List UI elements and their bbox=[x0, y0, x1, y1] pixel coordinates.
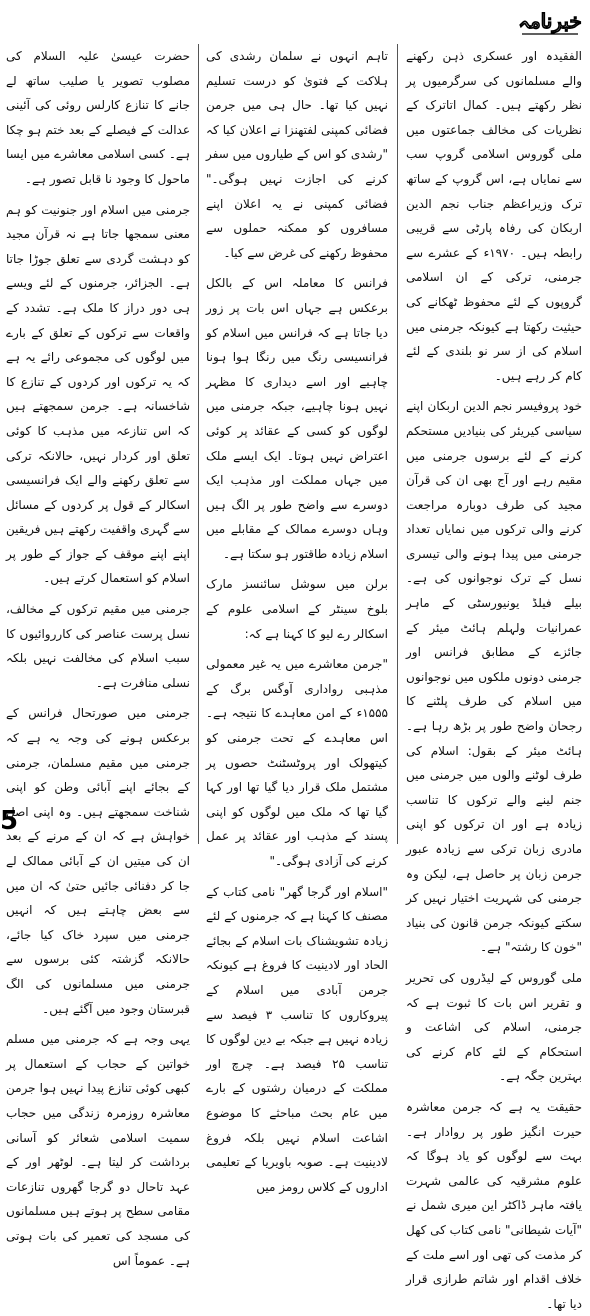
paragraph: حقیقت یہ ہے کہ جرمن معاشرہ حیرت انگیز طور پر روادار ہے۔ بہت سے لوگوں کو یاد ہوگا کہ علوم مشرقیہ کی عالمی شہرت یافتہ ماہر ڈاکٹر این میری شمل نے "آیات شیطانی" نامی کتاب کی کھل کر مذمت کی تھی اور اسے ملت کے خلاف اقدام اور شاتم طرازی قرار دیا تھا۔ bbox=[405, 1099, 582, 1311]
paragraph: الفقیدہ اور عسکری ذہن رکھنے والے مسلمانوں کی سرگرمیوں پر نظر رکھتے ہیں۔ کمال اتاترک کے نظریات کی مخالف جماعتوں میں ملی گوروس اسلامی گروپ سب سے نمایاں ہے، اس گروپ کے ساتھ ترک وزیراعظم جناب نجم الدین اربکان کی رفاہ پارٹی سے قریبی رابطہ ہیں۔ ۱۹۷۰ء کے عشرے سے جرمنی، ترکی کے ان اسلامی گروپوں کے لئے محفوظ ٹھکانے کی حیثیت رکھتا ہے کیونکہ جرمنی میں اسلام کی از سر نو بلندی کے لئے کام کر رہے ہیں۔ bbox=[406, 49, 583, 383]
paragraph: خود پروفیسر نجم الدین اربکان اپنے سیاسی کیریئر کی بنیادیں مستحکم کرنے کے لئے برسوں جرمنی میں مقیم رہے اور آج بھی ان کی قرآن مجید کی طرف دوبارہ مراجعت کرنے والی ترکوں میں نمایاں تعداد جرمنی میں پیدا ہونے والی تیسری نسل کے ترک نوجوانوں کی ہے۔ بیلے فیلڈ یونیورسٹی کے ماہر عمرانیات ولہلم ہائٹ میئر کے جائزے کے مطابق فرانس اور جرمنی دونوں ملکوں میں نوجوانوں میں اسلام کی طرف پلٹنے کا رجحان واضح طور پر بڑھ رہا ہے۔ ہائٹ میئر کے بقول: اسلام کی طرف لوٹنے والوں میں جرمنی میں جنم لینے والے ترکوں کا تناسب زیادہ ہے اور ان ترکوں کو اپنی مادری زبان ترکی سے زیادہ عبور جرمن زبان پر حاصل ہے، لیکن وہ جرمنی کی شہریت اختیار نہیں کر سکتے کیونکہ جرمن قانون کی بنیاد "خون کا رشتہ" ہے۔ bbox=[406, 399, 582, 955]
masthead-logo bbox=[518, 4, 582, 38]
paragraph: جرمنی میں اسلام اور جنونیت کو ہم معنی سمجھا جاتا ہے نہ قرآن مجید کو دہشت گردی سے تعلق جوڑا جاتا ہے۔ الجزائر، جرمنوں کے لئے ویسے ہی دور دراز کا ملک ہے۔ تشدد کے واقعات سے ترکوں کے تعلق کے بارے میں لوگوں کی مجموعی رائے یہ ہے کہ یہ ترکوں اور کردوں کے تنازع کا شاخسانہ ہے۔ جرمن سمجھتے ہیں کہ اس تنازعہ میں مذہب کا کوئی تعلق اور کردار نہیں، حالانکہ ترکی سے تعلق رکھنے والے ایک فرانسیسی اسکالر کے قول پر کردوں کے مسائل سے گہری واقفیت رکھتے ہیں فریقین اپنے اپنے موقف کے جواز کے طور پر اسلام کو استعمال کرتے ہیں۔ bbox=[6, 202, 190, 586]
paragraph: یہی وجہ ہے کہ جرمنی میں مسلم خواتین کے حجاب کے استعمال پر کبھی کوئی تنازع پیدا نہیں ہوا جرمن معاشرہ روزمرہ زندگی میں حجاب سمیت اسلامی شعائر کو آسانی برداشت کر لیتا ہے۔ لوٹھر اور کے عہد تاحال دو گرجا گھروں تنازعات مقامی سطح پر ہوتے ہیں مسلمانوں کی مسجد کی تعمیر کی بات ہوتی ہے۔ عموماً اس bbox=[6, 1032, 190, 1268]
paragraph: "اسلام اور گرجا گھر" نامی کتاب کے مصنف کا کہنا ہے کہ جرمنوں کے لئے زیادہ تشویشناک بات اسلام کے بجائے الحاد اور لادینیت کا فروغ ہے کیونکہ جرمن آبادی میں اسلام کے پیروکاروں کا تناسب ۳ فیصد سے زیادہ نہیں ہے جبکہ بے دین لوگوں کا تناسب ۲۵ فیصد ہے۔ چرچ اور مملکت کے درمیان رشتوں کے بارے میں عام بحث مباحثے کا موضوع اشاعت اسلام نہیں بلکہ فروغ لادینیت ہے۔ صوبہ باویریا کے تعلیمی اداروں کے کلاس رومز میں bbox=[206, 884, 388, 1194]
column-divider bbox=[198, 44, 199, 844]
column-divider bbox=[397, 44, 398, 844]
article-column-middle bbox=[206, 44, 388, 1194]
article-column-left bbox=[6, 44, 190, 1268]
paragraph: حضرت عیسیٰ علیہ السلام کی مصلوب تصویر یا صلیب ساتھ لے جانے کا تنازع کارلس روئی کی آئینی عدالت کے فیصلے کے بعد ختم ہو چکا ہے۔ کسی اسلامی معاشرے میں ایسا ماحول کا وجود نا قابل تصور ہے۔ bbox=[6, 49, 190, 186]
paragraph: جرمنی میں مقیم ترکوں کے مخالف، نسل پرست عناصر کی کارروائیوں کا سبب اسلام کی مخالفت نہیں بلکہ نسلی منافرت ہے۔ bbox=[6, 602, 190, 690]
paragraph: جرمنی میں صورتحال فرانس کے برعکس ہونے کی وجہ یہ ہے کہ جرمنی میں مقیم مسلمان، جرمنی کے بجائے اپنے آبائی وطن کو اپنی شناخت سمجھتے ہیں۔ وہ اپنی اصل خواہش ہے کہ ان کے مرنے کے بعد ان کی میتیں ان کے آبائی ممالک لے جا کر دفنائی جائیں حتیٰ کہ ان میں سے بعض چاہتے ہیں کہ انہیں جرمنی میں سپرد خاک کیا جائے، حالانکہ گزشتہ کئی برسوں سے جرمنی میں مسلمانوں کی الگ قبرستان وجود میں آگئے ہیں۔ bbox=[6, 706, 190, 1016]
article-column-right bbox=[405, 44, 583, 1311]
masthead-logo-text: خبرنامہ bbox=[518, 9, 582, 33]
paragraph: فرانس کا معاملہ اس کے بالکل برعکس ہے جہاں اس بات پر زور دیا جاتا ہے کہ فرانس میں اسلام کو فرانسیسی رنگ میں رنگا ہوا ہونا چاہیے اور اسے دیداری کا مظہر نہیں ہونا چاہیے، جبکہ جرمنی میں لوگوں کو کسی کے عقائد پر کوئی اعتراض نہیں ہوتا۔ ایک ایسے ملک میں جہاں مملکت اور مذہب ایک دوسرے سے واضح طور پر الگ ہیں وہاں دوسرے ممالک کے مقابلے میں اسلام زیادہ طاقتور ہو سکتا ہے۔ bbox=[206, 276, 388, 561]
paragraph: تاہم انہوں نے سلمان رشدی کی ہلاکت کے فتویٰ کو درست تسلیم نہیں کیا تھا۔ حال ہی میں جرمن فضائی کمپنی لفتھنزا نے اعلان کیا کہ "رشدی کو اس کے طیاروں میں سفر کرنے کی اجازت نہیں ہوگی۔" فضائی کمپنی نے یہ اعلان اپنے مسافروں کو ممکنہ حملوں سے محفوظ رکھنے کی غرض سے کیا۔ bbox=[206, 49, 388, 260]
paragraph: "جرمن معاشرے میں یہ غیر معمولی مذہبی رواداری آوگس برگ کے ۱۵۵۵ء کے امن معاہدے کا نتیجہ ہے۔ اس معاہدے کے تحت جرمنی کو کیتھولک اور پروٹسٹنٹ حصوں پر مشتمل ملک قرار دیا گیا تھا اور کہا گیا تھا کہ ملک میں لوگوں کو اپنی پسند کے مذہب اور عقائد پر عمل کرنے کی آزادی ہوگی۔" bbox=[206, 657, 388, 868]
page-number: 5 bbox=[0, 806, 19, 836]
paragraph: برلن میں سوشل سائنسز مارک بلوخ سینٹر کے اسلامی علوم کے اسکالر رے لیو کا کہنا ہے کہ: bbox=[206, 577, 388, 641]
paragraph: ملی گوروس کے لیڈروں کی تحریر و تقریر اس بات کا ثبوت ہے کہ جرمنی، اسلام کی اشاعت و استحکام کے لئے کام کرنے کی بہترین جگہ ہے۔ bbox=[406, 970, 582, 1084]
